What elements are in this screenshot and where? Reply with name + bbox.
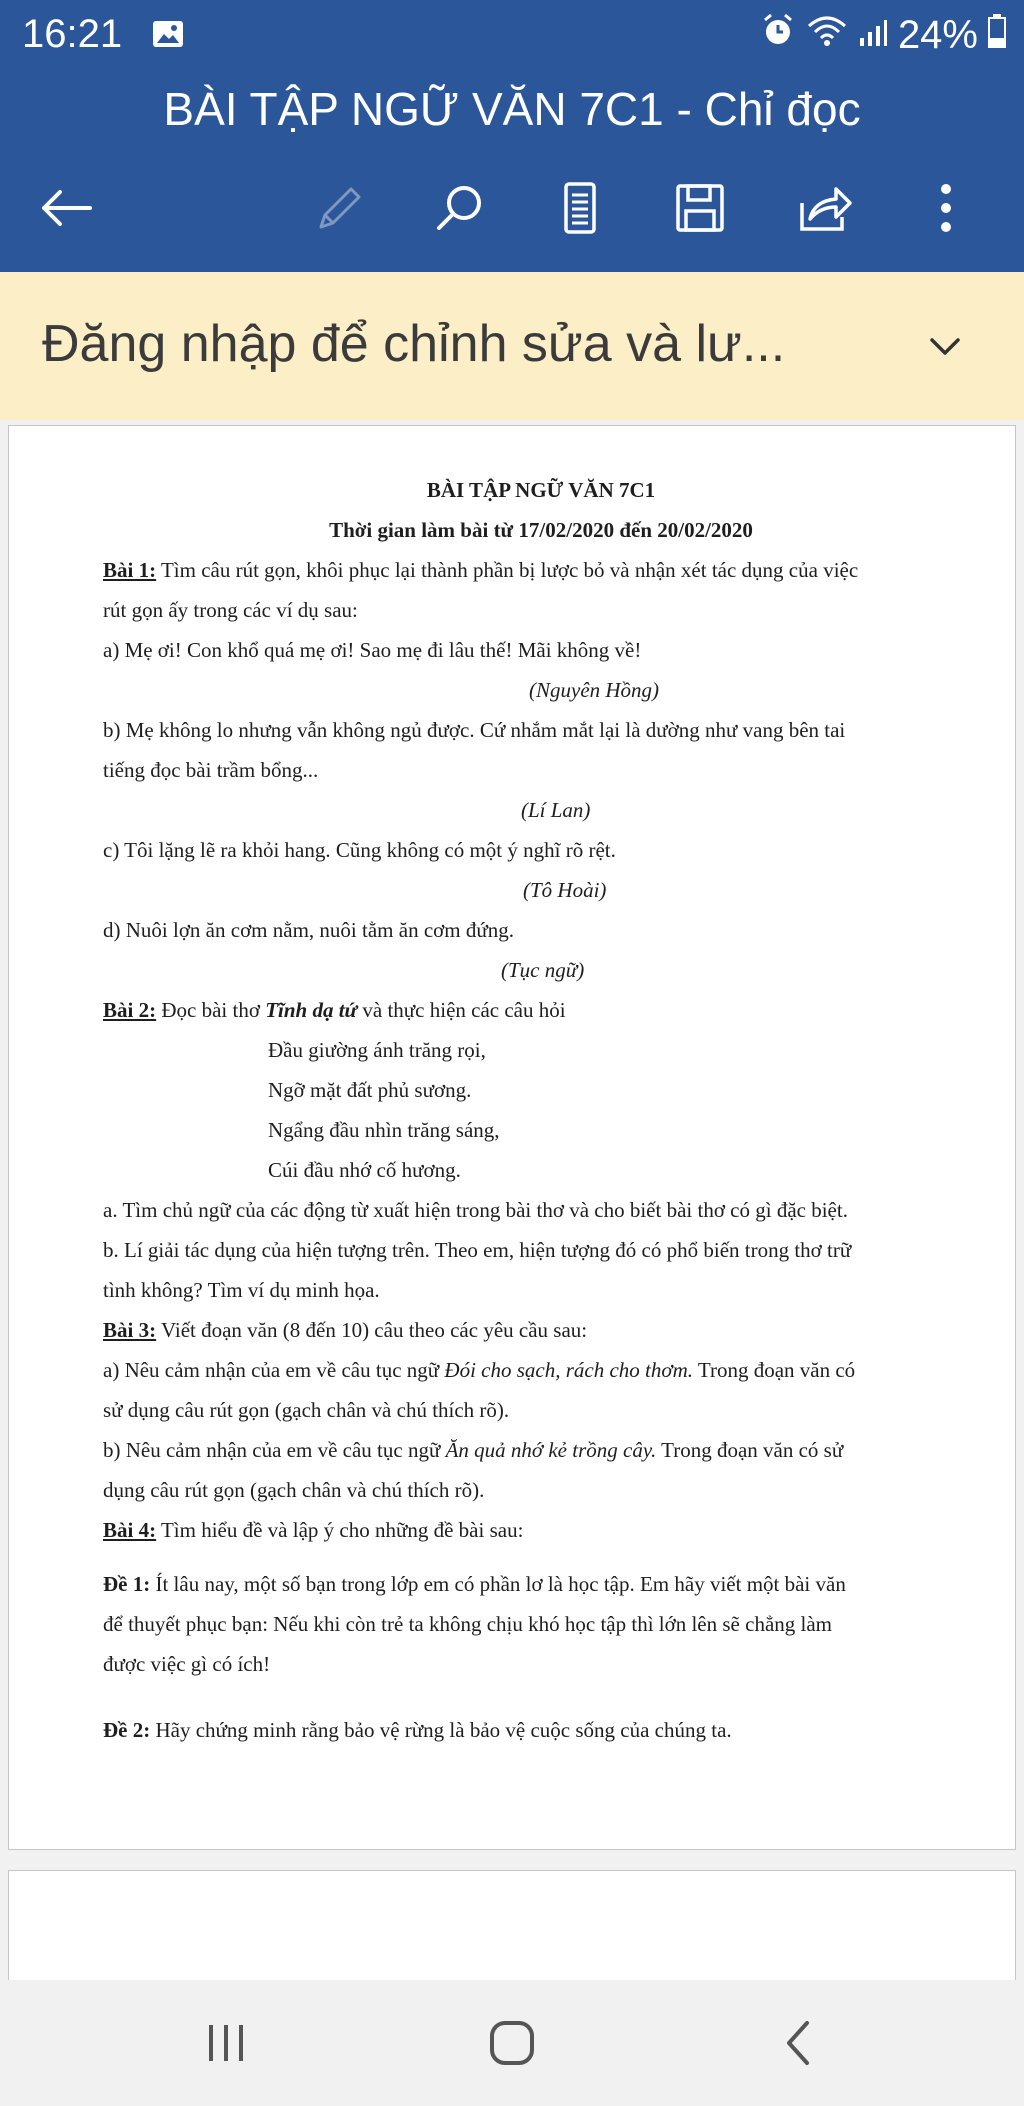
wifi-icon (806, 13, 848, 58)
de2-text: Hãy chứng minh rằng bảo vệ rừng là bảo vệ cuộc sống của chúng ta. (150, 1718, 732, 1742)
bai4-label: Bài 4: (103, 1518, 157, 1542)
bai3-label: Bài 3: (103, 1318, 157, 1342)
battery-icon (988, 13, 1006, 58)
poem-line: Ngỡ mặt đất phủ sương. (268, 1078, 472, 1102)
more-vert-icon[interactable] (906, 168, 986, 248)
bai1-d-source: (Tục ngữ) (501, 958, 585, 982)
spacer (103, 1550, 979, 1564)
de2 (103, 1710, 979, 1750)
bai1-d: d) Nuôi lợn ăn cơm nằm, nuôi tằm ăn cơm đứng. (103, 918, 514, 942)
bai1-c-source: (Tô Hoài) (523, 878, 607, 902)
bai1-prompt-text: Tìm câu rút gọn, khôi phục lại thành phần bị lược bỏ và nhận xét tác dụng của việc (156, 558, 859, 582)
spacer (103, 1684, 979, 1710)
alarm-icon (760, 12, 796, 58)
system-nav-bar (0, 1980, 1024, 2106)
bai4-prompt (103, 1510, 979, 1550)
bai1-prompt-cont: rút gọn ấy trong các ví dụ sau: (103, 598, 358, 622)
doc-subtitle: Thời gian làm bài từ 17/02/2020 đến 20/02/2020 (329, 518, 753, 542)
sign-in-banner[interactable] (0, 272, 1024, 420)
de1-text: Ít lâu nay, một số bạn trong lớp em có phần lơ là học tập. Em hãy viết một bài văn (150, 1572, 846, 1596)
bai2-b: b. Lí giải tác dụng của hiện tượng trên. Theo em, hiện tượng đó có phổ biến trong thơ trữ (103, 1238, 852, 1262)
bai2-a: a. Tìm chủ ngữ của các động từ xuất hiện trong bài thơ và cho biết bài thơ có gì đặc biệt. (103, 1198, 848, 1222)
bai3-a-cont: sử dụng câu rút gọn (gạch chân và chú thích rõ). (103, 1398, 510, 1422)
bai1-c: c) Tôi lặng lẽ ra khỏi hang. Cũng không có một ý nghĩ rõ rệt. (103, 838, 616, 862)
document-body (103, 470, 979, 1750)
de1-label: Đề 1: (103, 1572, 151, 1596)
de1-cont: để thuyết phục bạn: Nếu khi còn trẻ ta không chịu khó học tập thì lớn lên sẽ chẳng làm (103, 1612, 833, 1636)
status-time: 16:21 (22, 12, 123, 56)
bai3-b-pre: b) Nêu cảm nhận của em về câu tục ngữ (103, 1438, 446, 1462)
de1-cont2: được việc gì có ích! (103, 1652, 271, 1676)
reading-view-icon[interactable] (540, 168, 620, 248)
bai3-a-pre: a) Nêu cảm nhận của em về câu tục ngữ (103, 1358, 445, 1382)
save-icon[interactable] (660, 168, 740, 248)
next-document-page (8, 1870, 1016, 1980)
poem-line: Ngẩng đầu nhìn trăng sáng, (268, 1118, 500, 1142)
bai3-b (103, 1430, 979, 1470)
bai2-prompt (103, 990, 979, 1030)
poem-title: Tĩnh dạ tứ (265, 998, 358, 1022)
bai3-b-cont: dụng câu rút gọn (gạch chân và chú thích rõ). (103, 1478, 485, 1502)
bai1-b-cont: tiếng đọc bài trầm bổng... (103, 758, 319, 782)
back-arrow-icon[interactable] (26, 168, 106, 248)
document-page (8, 425, 1016, 1850)
bai2-label: Bài 2: (103, 998, 157, 1022)
toolbar (0, 168, 1024, 248)
bai1-b-source: (Lí Lan) (521, 798, 591, 822)
gallery-icon (152, 20, 184, 53)
home-icon[interactable] (462, 2008, 562, 2078)
bai4-prompt-text: Tìm hiểu đề và lập ý cho những đề bài sau: (156, 1518, 524, 1542)
document-title-bar: BÀI TẬP NGỮ VĂN 7C1 - Chỉ đọc (163, 83, 861, 135)
bai3-prompt (103, 1310, 979, 1350)
status-indicators (760, 12, 1006, 58)
status-bar (0, 0, 1024, 72)
recent-apps-icon[interactable] (176, 2008, 276, 2078)
search-icon[interactable] (420, 168, 500, 248)
bai2-b-cont: tình không? Tìm ví dụ minh họa. (103, 1278, 380, 1302)
bai3-b-post: Trong đoạn văn có sử (656, 1438, 844, 1462)
back-icon[interactable] (748, 2008, 848, 2078)
de2-label: Đề 2: (103, 1718, 151, 1742)
share-icon[interactable] (785, 168, 865, 248)
bai1-b: b) Mẹ không lo nhưng vẫn không ngủ được. Cứ nhắm mắt lại là dường như vang bên tai (103, 718, 846, 742)
bai1-a: a) Mẹ ơi! Con khổ quá mẹ ơi! Sao mẹ đi lâu thế! Mãi không về! (103, 638, 642, 662)
banner-text: Đăng nhập để chỉnh sửa và lư... (42, 315, 786, 373)
bai3-a-post: Trong đoạn văn có (693, 1358, 856, 1382)
poem-line: Cúi đầu nhớ cố hương. (268, 1158, 461, 1182)
pencil-icon[interactable] (300, 168, 380, 248)
bai3-prompt-text: Viết đoạn văn (8 đến 10) câu theo các yêu cầu sau: (156, 1318, 588, 1342)
bai2-prompt-post: và thực hiện các câu hỏi (357, 998, 566, 1022)
bai1-a-source: (Nguyên Hồng) (529, 678, 660, 702)
bai3-a (103, 1350, 979, 1390)
poem-line: Đầu giường ánh trăng rọi, (268, 1038, 486, 1062)
de1 (103, 1564, 979, 1604)
bai3-a-quote: Đói cho sạch, rách cho thơm. (444, 1358, 693, 1382)
signal-icon (858, 13, 888, 58)
bai1-label: Bài 1: (103, 558, 157, 582)
doc-title: BÀI TẬP NGỮ VĂN 7C1 (426, 478, 656, 502)
bai2-prompt-pre: Đọc bài thơ (156, 998, 266, 1022)
chevron-down-icon[interactable] (910, 312, 980, 382)
bai1-prompt (103, 550, 979, 590)
bai3-b-quote: Ăn quả nhớ kẻ trồng cây. (445, 1438, 657, 1462)
app-header (0, 0, 1024, 272)
battery-level: 24% (897, 12, 978, 57)
